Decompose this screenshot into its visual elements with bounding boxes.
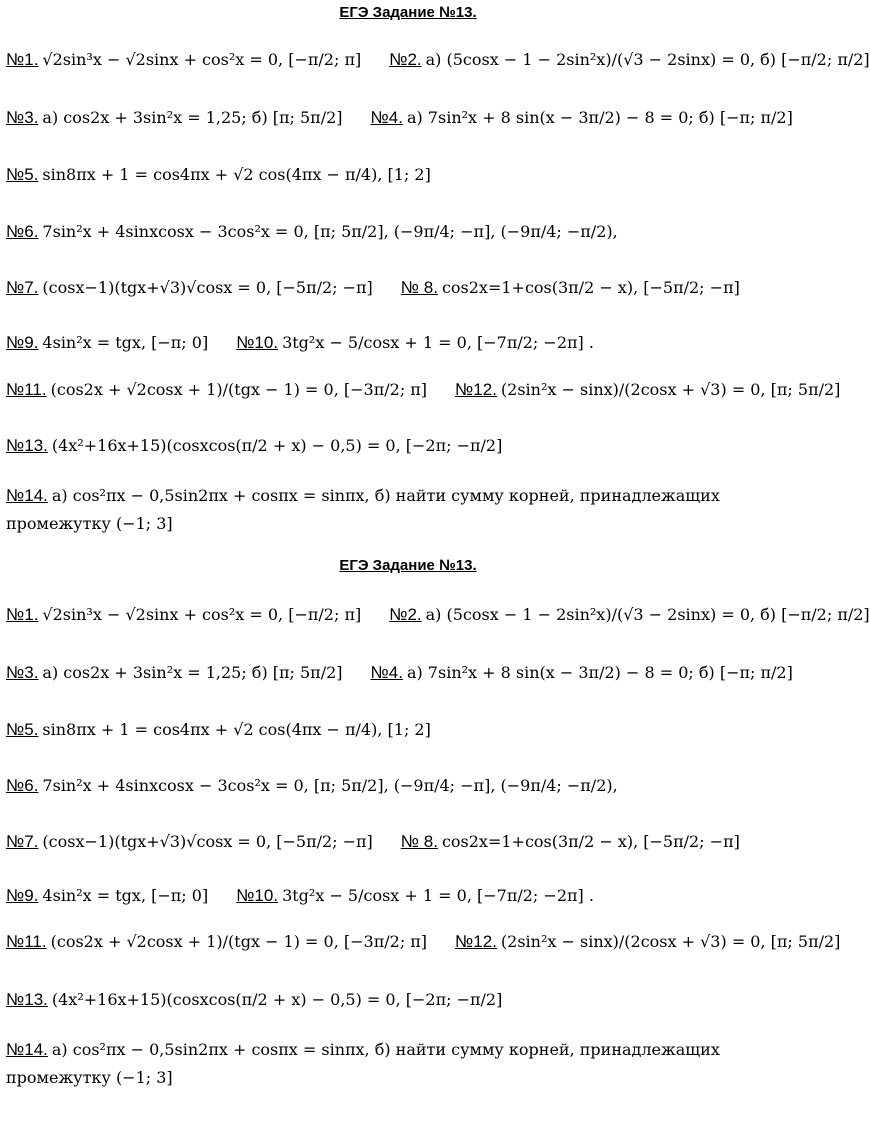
task-equation: а) 7sin²x + 8 sin(x − 3π/2) − 8 = 0; б) [−π; π/2] — [406, 663, 793, 682]
task-equation: (cos2x + √2cosx + 1)/(tgx − 1) = 0, [−3π/2; π] — [50, 932, 428, 951]
task-7-8 — [6, 278, 740, 298]
task-5 — [6, 165, 431, 185]
task-equation: а) (5cosx − 1 − 2sin²x)/(√3 − 2sinx) = 0, б) [−π/2; π/2] — [425, 605, 870, 624]
task-number: №11. — [6, 932, 47, 951]
task-number: №5. — [6, 720, 39, 739]
task-number: №3. — [6, 663, 39, 682]
task-number: №12. — [455, 932, 497, 951]
task-13 — [6, 990, 502, 1010]
task-7-8 — [6, 832, 740, 852]
task-6 — [6, 222, 618, 242]
task-equation: 3tg²x − 5/cosx + 1 = 0, [−7π/2; −2π] . — [282, 886, 594, 905]
task-5 — [6, 720, 431, 740]
task-number: №7. — [6, 278, 39, 297]
task-equation: 4sin²x = tgx, [−π; 0] — [42, 333, 209, 352]
task-6 — [6, 776, 618, 796]
task-equation: (cosx−1)(tgx+√3)√cosx = 0, [−5π/2; −π] — [42, 832, 373, 851]
task-3-4 — [6, 663, 793, 683]
task-number: №3. — [6, 108, 39, 127]
task-equation: а) cos²πx − 0,5sin2πx + cosπx = sinπx, б) найти сумму корней, принадлежащих промежутку (−1; 3] — [6, 486, 720, 533]
task-number: №9. — [6, 886, 39, 905]
task-3-4 — [6, 108, 793, 128]
task-number: №2. — [389, 50, 422, 69]
task-equation: 4sin²x = tgx, [−π; 0] — [42, 886, 209, 905]
task-number: №13. — [6, 436, 48, 455]
task-equation: (4x²+16x+15)(cosxcos(π/2 + x) − 0,5) = 0, [−2π; −π/2] — [51, 436, 503, 455]
task-equation: sin8πx + 1 = cos4πx + √2 cos(4πx − π/4), [1; 2] — [42, 165, 431, 184]
task-equation: (2sin²x − sinx)/(2cosx + √3) = 0, [π; 5π/2] — [500, 380, 841, 399]
task-equation: √2sin³x − √2sinx + cos²x = 0, [−π/2; π] — [42, 50, 362, 69]
task-13 — [6, 436, 502, 456]
task-equation: cos2x=1+cos(3π/2 − x), [−5π/2; −π] — [441, 832, 740, 851]
task-equation: √2sin³x − √2sinx + cos²x = 0, [−π/2; π] — [42, 605, 362, 624]
task-equation: а) (5cosx − 1 − 2sin²x)/(√3 − 2sinx) = 0, б) [−π/2; π/2] — [425, 50, 870, 69]
task-number: № 8. — [400, 832, 438, 851]
task-number: №1. — [6, 605, 39, 624]
section-title: ЕГЭ Задание №13. — [339, 4, 477, 21]
task-equation: а) 7sin²x + 8 sin(x − 3π/2) − 8 = 0; б) [−π; π/2] — [406, 108, 793, 127]
task-1-2 — [6, 605, 870, 625]
task-number: №14. — [6, 486, 48, 505]
task-1-2 — [6, 50, 870, 70]
task-equation: sin8πx + 1 = cos4πx + √2 cos(4πx − π/4), [1; 2] — [42, 720, 431, 739]
section-title: ЕГЭ Задание №13. — [339, 557, 477, 574]
task-equation: а) cos2x + 3sin²x = 1,25; б) [π; 5π/2] — [42, 108, 343, 127]
task-number: №12. — [455, 380, 497, 399]
task-equation: (cos2x + √2cosx + 1)/(tgx − 1) = 0, [−3π/2; π] — [50, 380, 428, 399]
task-equation: 7sin²x + 4sinxcosx − 3cos²x = 0, [π; 5π/2], (−9π/4; −π], (−9π/4; −π/2), — [42, 776, 618, 795]
task-11-12 — [6, 932, 840, 952]
task-number: №4. — [370, 663, 403, 682]
task-number: №10. — [236, 886, 279, 905]
task-9-10 — [6, 333, 594, 353]
task-14 — [6, 482, 806, 538]
task-number: №4. — [370, 108, 403, 127]
task-number: №13. — [6, 990, 48, 1009]
task-11-12 — [6, 380, 840, 400]
task-equation: 7sin²x + 4sinxcosx − 3cos²x = 0, [π; 5π/2], (−9π/4; −π], (−9π/4; −π/2), — [42, 222, 618, 241]
task-number: № 8. — [400, 278, 438, 297]
task-number: №5. — [6, 165, 39, 184]
task-number: №10. — [236, 333, 279, 352]
task-number: №9. — [6, 333, 39, 352]
task-equation: 3tg²x − 5/cosx + 1 = 0, [−7π/2; −2π] . — [282, 333, 594, 352]
task-number: №6. — [6, 776, 39, 795]
task-equation: а) cos2x + 3sin²x = 1,25; б) [π; 5π/2] — [42, 663, 343, 682]
task-14 — [6, 1036, 806, 1092]
task-equation: а) cos²πx − 0,5sin2πx + cosπx = sinπx, б) найти сумму корней, принадлежащих промежутку (−1; 3] — [6, 1040, 720, 1087]
task-equation: (cosx−1)(tgx+√3)√cosx = 0, [−5π/2; −π] — [42, 278, 373, 297]
task-number: №11. — [6, 380, 47, 399]
task-equation: (2sin²x − sinx)/(2cosx + √3) = 0, [π; 5π/2] — [500, 932, 841, 951]
task-number: №14. — [6, 1040, 48, 1059]
task-equation: cos2x=1+cos(3π/2 − x), [−5π/2; −π] — [441, 278, 740, 297]
task-equation: (4x²+16x+15)(cosxcos(π/2 + x) − 0,5) = 0, [−2π; −π/2] — [51, 990, 503, 1009]
task-number: №6. — [6, 222, 39, 241]
task-number: №1. — [6, 50, 39, 69]
task-number: №2. — [389, 605, 422, 624]
task-number: №7. — [6, 832, 39, 851]
task-9-10 — [6, 886, 594, 906]
